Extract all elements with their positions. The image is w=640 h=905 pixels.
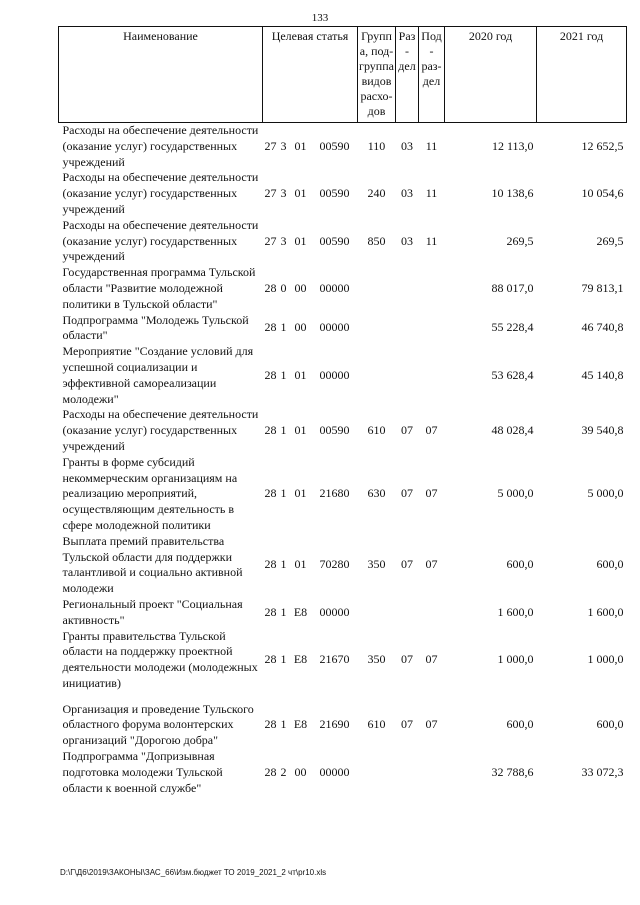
row-target-program: 28 [264, 652, 277, 667]
row-name: Расходы на обеспечение деятельности (оказание услуг) государственных учреждений [62, 170, 259, 216]
row-section: 03 [401, 186, 414, 201]
row-target-subprogram: 2 [280, 764, 287, 779]
table-row [59, 749, 627, 796]
row-subsection: 11 [425, 186, 438, 201]
row-expense-group: 630 [367, 486, 386, 501]
row-target-program: 28 [264, 320, 277, 335]
row-target-event: 01 [294, 138, 307, 153]
row-target-direction: 00000 [319, 367, 350, 382]
row-name: Подпрограмма "Допризывная подготовка молодежи Тульской области к военной службе" [62, 749, 223, 795]
row-target-event: 01 [294, 423, 307, 438]
header-group: Группа, под- группа видов расхо- дов [358, 27, 396, 123]
row-name: Организация и проведение Тульского областного форума волонтерских организаций "Дорогою добра" [62, 701, 254, 748]
table-row [59, 170, 627, 217]
table-row [59, 313, 627, 345]
row-target-direction: 00590 [319, 423, 350, 438]
row-target-event: 00 [294, 764, 307, 779]
row-subsection: 07 [425, 717, 438, 732]
row-target-program: 28 [264, 717, 277, 732]
row-amount-2020: 1 000,0 [497, 652, 534, 667]
row-spacer [59, 692, 627, 702]
row-target-subprogram: 1 [280, 604, 287, 619]
row-amount-2021: 33 072,3 [581, 764, 624, 779]
row-subsection [419, 313, 445, 345]
row-target-direction: 00000 [319, 280, 350, 295]
row-target-program: 28 [264, 367, 277, 382]
row-amount-2021: 269,5 [596, 233, 624, 248]
row-amount-2021: 5 000,0 [587, 486, 624, 501]
row-amount-2020: 55 228,4 [491, 320, 534, 335]
row-amount-2021: 1 600,0 [587, 604, 624, 619]
row-expense-group [358, 265, 396, 312]
row-target-event: E8 [293, 652, 308, 667]
row-target-event: E8 [293, 604, 308, 619]
row-amount-2020: 48 028,4 [491, 423, 534, 438]
row-amount-2021: 1 000,0 [587, 652, 624, 667]
row-target-direction: 00000 [319, 320, 350, 335]
row-amount-2021: 79 813,1 [581, 280, 624, 295]
row-expense-group [358, 597, 396, 629]
row-name: Расходы на обеспечение деятельности (оказание услуг) государственных учреждений [62, 217, 259, 264]
table-row [59, 265, 627, 312]
header-name: Наименование [59, 27, 263, 123]
row-expense-group: 610 [367, 717, 386, 732]
row-section [396, 313, 419, 345]
table-row [59, 218, 627, 265]
row-amount-2021: 12 652,5 [581, 138, 624, 153]
row-target-event: 01 [294, 367, 307, 382]
row-section [396, 749, 419, 796]
row-subsection: 11 [425, 233, 438, 248]
row-section [396, 344, 419, 407]
row-target-direction: 00000 [319, 604, 350, 619]
row-section [396, 597, 419, 629]
row-target-direction: 70280 [319, 557, 350, 572]
row-name: Гранты в форме субсидий некоммерческим организациям на реализацию мероприятий, осуществляющим деятельность в сфере молодежной политики [62, 454, 238, 532]
row-target-program: 28 [264, 486, 277, 501]
row-target-direction: 00000 [319, 764, 350, 779]
row-amount-2020: 32 788,6 [491, 764, 534, 779]
budget-table-grid [58, 26, 627, 796]
budget-table [58, 26, 626, 796]
row-section: 07 [401, 486, 414, 501]
row-name: Мероприятие "Создание условий для успешной социализации и эффективной самореализации молодежи" [62, 344, 254, 406]
row-amount-2020: 53 628,4 [491, 367, 534, 382]
table-row [59, 123, 627, 171]
row-target-event: 00 [294, 280, 307, 295]
table-row [59, 597, 627, 629]
row-target-subprogram: 0 [280, 280, 287, 295]
row-expense-group: 350 [367, 557, 386, 572]
row-subsection: 07 [425, 557, 438, 572]
row-amount-2020: 600,0 [506, 557, 534, 572]
row-target-program: 28 [264, 764, 277, 779]
row-section: 03 [401, 138, 414, 153]
row-name: Расходы на обеспечение деятельности (оказание услуг) государственных учреждений [62, 123, 259, 169]
row-target-subprogram: 1 [280, 717, 287, 732]
row-target-program: 27 [264, 233, 277, 248]
row-expense-group [358, 313, 396, 345]
row-target-direction: 00590 [319, 233, 350, 248]
row-target-subprogram: 3 [280, 138, 287, 153]
page-number: 133 [311, 12, 329, 24]
table-row [59, 455, 627, 534]
row-target-direction: 21670 [319, 652, 350, 667]
row-expense-group: 610 [367, 423, 386, 438]
row-amount-2020: 88 017,0 [491, 280, 534, 295]
row-name: Расходы на обеспечение деятельности (оказание услуг) государственных учреждений [62, 407, 259, 453]
row-target-event: 01 [294, 486, 307, 501]
row-amount-2021: 39 540,8 [581, 423, 624, 438]
row-section: 07 [401, 652, 414, 667]
row-target-program: 28 [264, 557, 277, 572]
row-section [396, 265, 419, 312]
row-target-program: 28 [264, 423, 277, 438]
row-subsection [419, 597, 445, 629]
header-section: Раз- дел [396, 27, 419, 123]
row-amount-2021: 600,0 [596, 717, 624, 732]
row-expense-group: 240 [367, 186, 386, 201]
row-amount-2020: 1 600,0 [497, 604, 534, 619]
row-expense-group [358, 749, 396, 796]
row-target-subprogram: 3 [280, 186, 287, 201]
row-target-program: 28 [264, 280, 277, 295]
row-target-direction: 00590 [319, 138, 350, 153]
row-name: Региональный проект "Социальная активность" [62, 596, 243, 627]
row-expense-group: 110 [367, 138, 386, 153]
header-target-article: Целевая статья [263, 27, 358, 123]
row-target-subprogram: 1 [280, 423, 287, 438]
table-row [59, 344, 627, 407]
row-target-direction: 00590 [319, 186, 350, 201]
row-section: 03 [401, 233, 414, 248]
row-amount-2021: 600,0 [596, 557, 624, 572]
row-section: 07 [401, 717, 414, 732]
row-target-subprogram: 1 [280, 486, 287, 501]
row-section: 07 [401, 423, 414, 438]
row-name: Гранты правительства Тульской области на поддержку проектной деятельности молодежи (молодежных инициатив) [62, 628, 258, 690]
row-target-subprogram: 1 [280, 557, 287, 572]
row-target-program: 28 [264, 604, 277, 619]
row-amount-2021: 45 140,8 [581, 367, 624, 382]
header-2021: 2021 год [537, 27, 627, 123]
row-target-event: 00 [294, 320, 307, 335]
row-expense-group [358, 344, 396, 407]
row-name: Подпрограмма "Молодежь Тульской области" [62, 312, 249, 343]
row-target-event: 01 [294, 557, 307, 572]
row-amount-2020: 600,0 [506, 717, 534, 732]
row-target-event: 01 [294, 186, 307, 201]
row-target-event: E8 [293, 717, 308, 732]
row-name: Выплата премий правительства Тульской области для поддержки талантливой и социально активной молодежи [62, 533, 243, 596]
row-subsection: 07 [425, 486, 438, 501]
row-expense-group: 850 [367, 233, 386, 248]
row-subsection: 07 [425, 423, 438, 438]
table-row [59, 702, 627, 749]
row-target-subprogram: 3 [280, 233, 287, 248]
row-amount-2021: 46 740,8 [581, 320, 624, 335]
row-subsection [419, 344, 445, 407]
table-row [59, 407, 627, 454]
row-subsection: 07 [425, 652, 438, 667]
row-target-direction: 21690 [319, 717, 350, 732]
row-target-subprogram: 1 [280, 367, 287, 382]
row-amount-2021: 10 054,6 [581, 186, 624, 201]
row-section: 07 [401, 557, 414, 572]
row-target-event: 01 [294, 233, 307, 248]
row-amount-2020: 5 000,0 [497, 486, 534, 501]
row-target-program: 27 [264, 138, 277, 153]
file-path-footer: D:\Г\Д6\2019\ЗАКОНЫ\ЗАС_66\Изм.бюджет ТО 2019_2021_2 чт\pr10.xls [60, 868, 327, 877]
header-subsection: Под- раз- дел [419, 27, 445, 123]
row-amount-2020: 269,5 [506, 233, 534, 248]
row-expense-group: 350 [367, 652, 386, 667]
row-subsection: 11 [425, 138, 438, 153]
table-body [59, 123, 627, 797]
row-target-program: 27 [264, 186, 277, 201]
row-amount-2020: 10 138,6 [491, 186, 534, 201]
row-subsection [419, 749, 445, 796]
row-subsection [419, 265, 445, 312]
row-target-subprogram: 1 [280, 652, 287, 667]
table-row [59, 534, 627, 597]
row-target-direction: 21680 [319, 486, 350, 501]
table-row [59, 629, 627, 692]
row-target-subprogram: 1 [280, 320, 287, 335]
row-name: Государственная программа Тульской области "Развитие молодежной политики в Тульской области" [62, 265, 256, 311]
header-2020: 2020 год [445, 27, 537, 123]
row-amount-2020: 12 113,0 [491, 138, 534, 153]
